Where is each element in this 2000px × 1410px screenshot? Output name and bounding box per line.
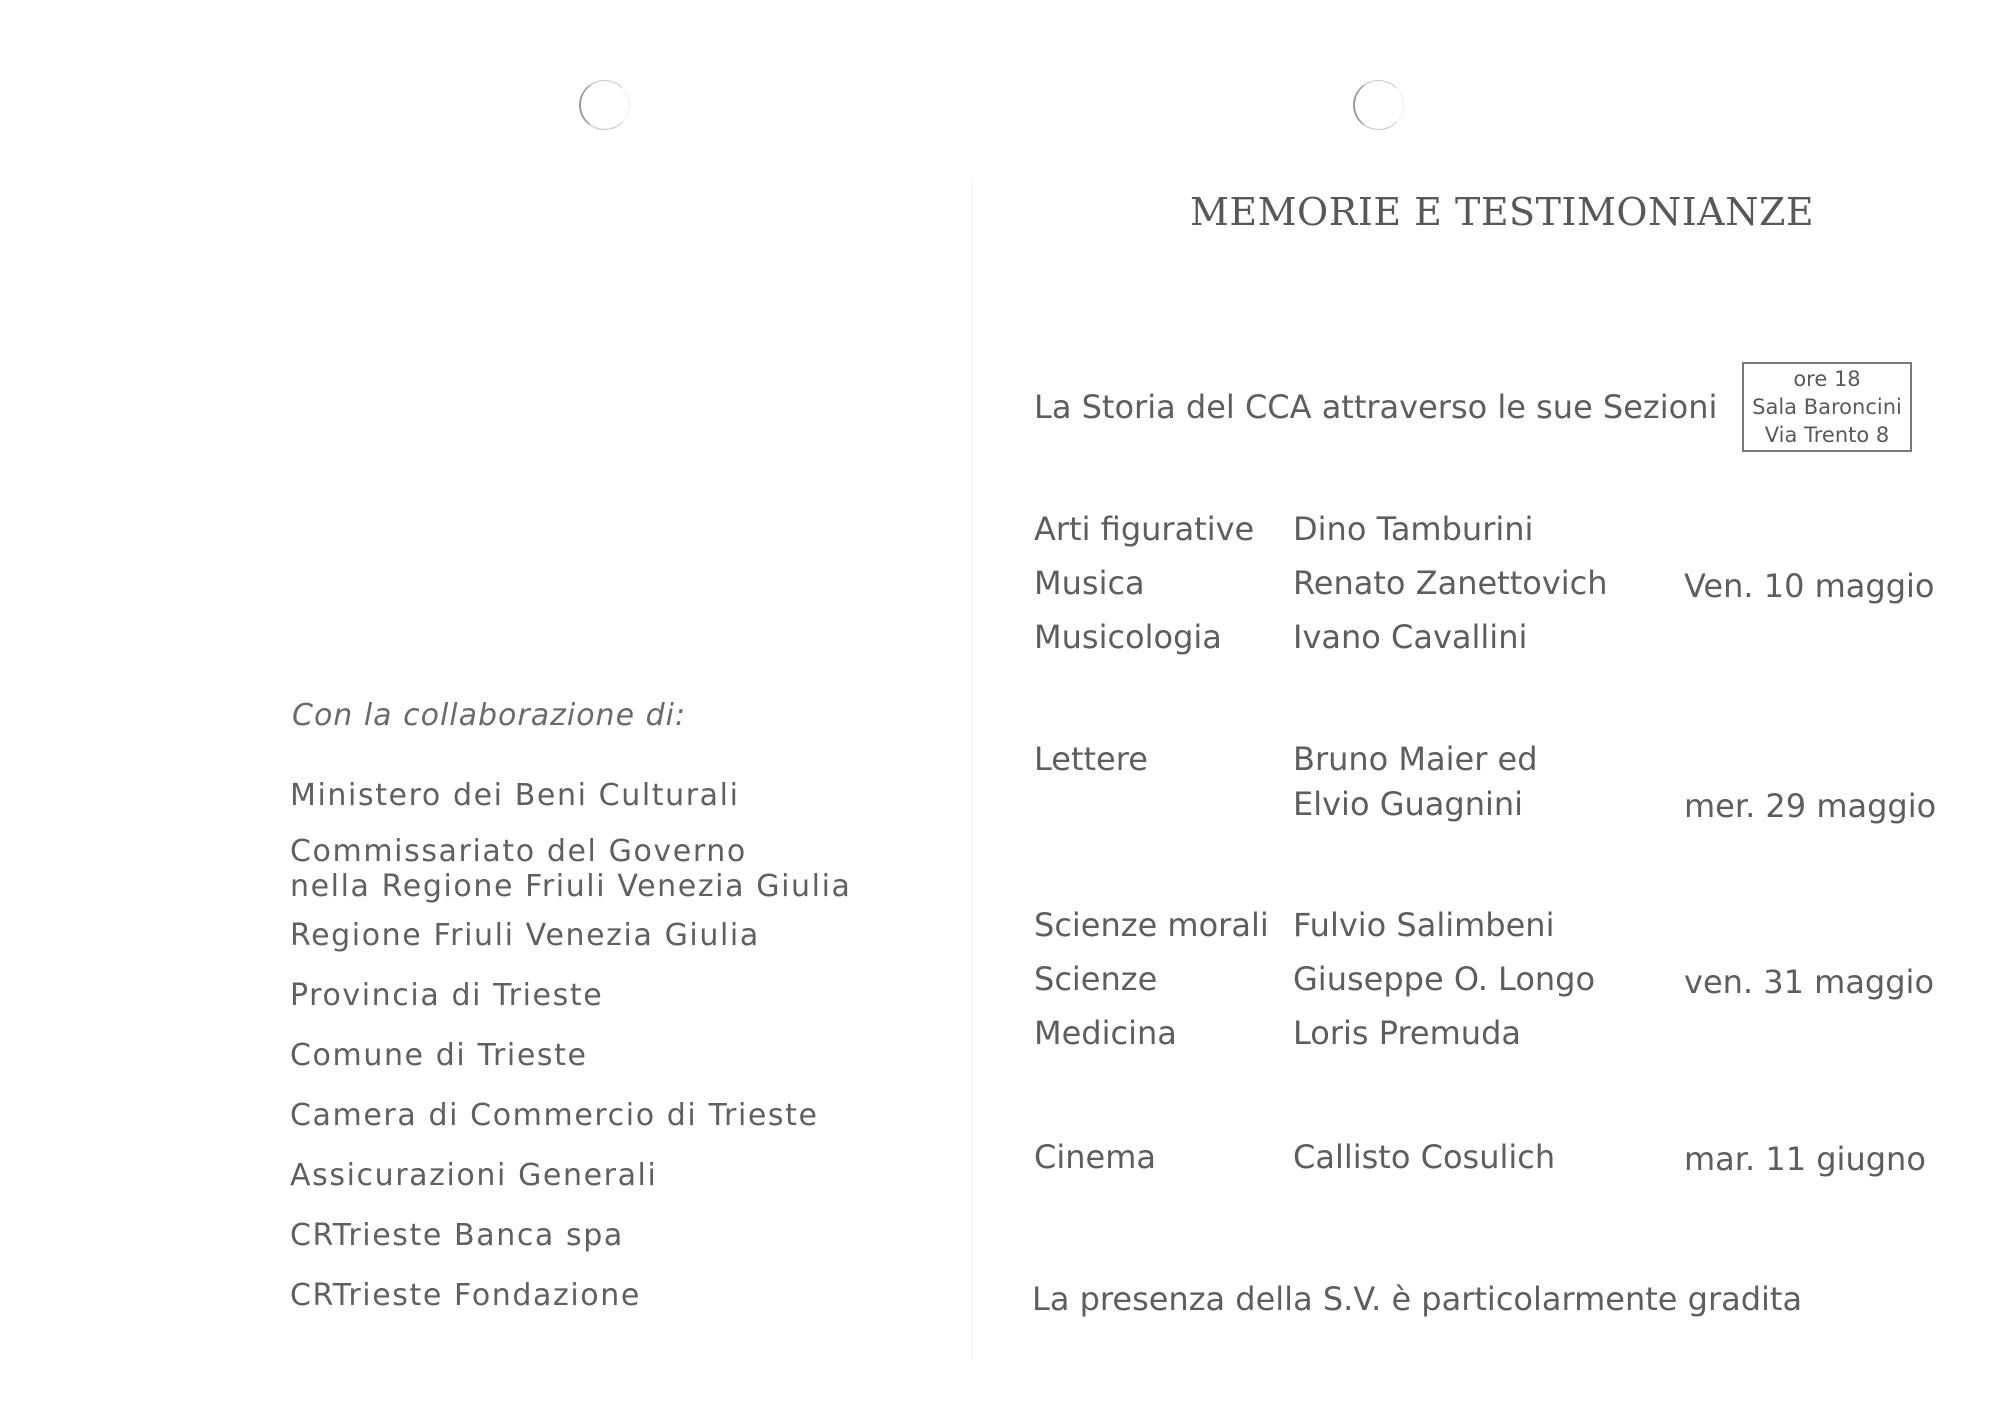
sponsor-item xyxy=(290,834,852,904)
info-venue: Sala Baroncini xyxy=(1752,395,1902,419)
subtitle: La Storia del CCA attraverso le sue Sezioni xyxy=(1034,388,1718,426)
sponsor-line: Commissariato del Governo xyxy=(290,834,747,869)
sponsor-item xyxy=(290,1278,641,1313)
speaker-name: Loris Premuda xyxy=(1293,1014,1521,1052)
sponsor-line: CRTrieste Banca spa xyxy=(290,1218,624,1253)
section-field: Cinema xyxy=(1034,1138,1156,1176)
info-box xyxy=(1742,362,1912,452)
speaker-name: Bruno Maier ed xyxy=(1293,740,1538,778)
event-date: mar. 11 giugno xyxy=(1684,1140,1926,1178)
sponsor-line: Ministero dei Beni Culturali xyxy=(290,778,740,813)
sponsor-line: CRTrieste Fondazione xyxy=(290,1278,641,1313)
event-date: ven. 31 maggio xyxy=(1684,963,1935,1001)
event-date: Ven. 10 maggio xyxy=(1684,567,1935,605)
info-time: ore 18 xyxy=(1793,367,1861,391)
collaboration-heading: Con la collaborazione di: xyxy=(292,698,687,733)
fold-line xyxy=(972,180,973,1360)
sponsor-line: nella Regione Friuli Venezia Giulia xyxy=(290,869,852,904)
section-field: Medicina xyxy=(1034,1014,1177,1052)
speaker-name: Giuseppe O. Longo xyxy=(1293,960,1596,998)
speaker-name: Elvio Guagnini xyxy=(1293,785,1524,823)
speaker-name: Fulvio Salimbeni xyxy=(1293,906,1555,944)
section-field: Scienze xyxy=(1034,960,1158,998)
sponsor-line: Comune di Trieste xyxy=(290,1038,588,1073)
section-field: Musica xyxy=(1034,564,1145,602)
section-field: Musicologia xyxy=(1034,618,1222,656)
speaker-name: Callisto Cosulich xyxy=(1293,1138,1556,1176)
sponsor-item xyxy=(290,1038,588,1073)
info-address: Via Trento 8 xyxy=(1764,423,1890,447)
sponsor-item xyxy=(290,918,760,953)
speaker-name: Renato Zanettovich xyxy=(1293,564,1608,602)
punch-hole-right xyxy=(1353,80,1404,130)
sponsor-item xyxy=(290,778,740,813)
speaker-name: Dino Tamburini xyxy=(1293,510,1534,548)
sponsor-item xyxy=(290,978,603,1013)
sponsor-item xyxy=(290,1218,624,1253)
sponsor-item xyxy=(290,1098,819,1133)
sponsor-line: Assicurazioni Generali xyxy=(290,1158,658,1193)
sponsor-line: Provincia di Trieste xyxy=(290,978,604,1013)
speaker-name: Ivano Cavallini xyxy=(1293,618,1528,656)
section-field: Scienze morali xyxy=(1034,906,1269,944)
sponsor-line: Regione Friuli Venezia Giulia xyxy=(290,918,760,953)
page-title: MEMORIE E TESTIMONIANZE xyxy=(1190,190,1815,234)
closing-note: La presenza della S.V. è particolarmente gradita xyxy=(1032,1280,1803,1318)
section-field: Arti figurative xyxy=(1034,510,1255,548)
sponsor-line: Camera di Commercio di Trieste xyxy=(290,1098,819,1133)
sponsor-item xyxy=(290,1158,657,1193)
event-date: mer. 29 maggio xyxy=(1684,787,1937,825)
punch-hole-left xyxy=(579,80,630,130)
section-field: Lettere xyxy=(1034,740,1148,778)
